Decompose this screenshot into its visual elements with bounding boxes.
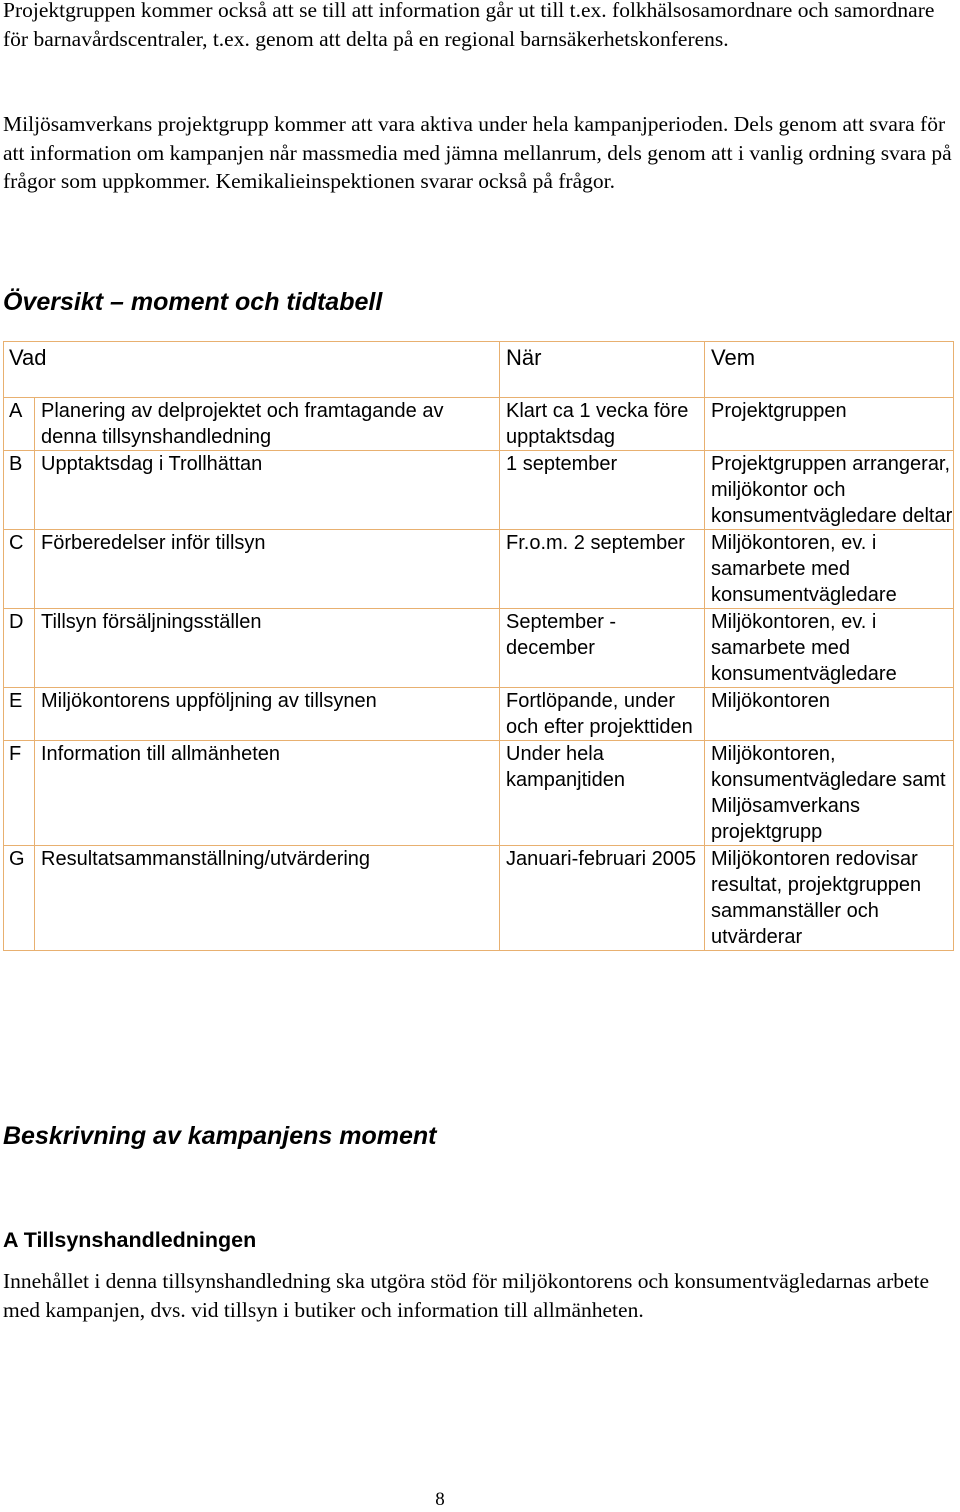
header-nar: När xyxy=(500,342,705,398)
page-number: 8 xyxy=(435,1489,445,1510)
row-vad: Förberedelser inför tillsyn xyxy=(35,530,500,609)
table-row xyxy=(4,530,954,609)
row-vad: Upptaktsdag i Trollhättan xyxy=(35,451,500,530)
header-vad: Vad xyxy=(4,342,500,398)
row-vad: Information till allmänheten xyxy=(35,741,500,846)
row-letter: F xyxy=(4,741,35,846)
row-letter: B xyxy=(4,451,35,530)
row-nar: 1 september xyxy=(500,451,705,530)
table-header-row xyxy=(4,342,954,398)
table-row xyxy=(4,846,954,951)
section-a-heading: A Tillsynshandledningen xyxy=(3,1228,257,1252)
header-vem: Vem xyxy=(705,342,954,398)
overview-heading: Översikt – moment och tidtabell xyxy=(3,288,383,316)
row-vem: Projektgruppen xyxy=(705,398,954,451)
table-row xyxy=(4,688,954,741)
intro-paragraph-1: Projektgruppen kommer också att se till att information går ut till t.ex. folkhälsosamordnare och samordnare för barnavårdscentraler, t.ex. genom att delta på en regional barnsäkerhetskonferens. xyxy=(3,0,935,51)
table-row xyxy=(4,741,954,846)
row-vem: Miljökontoren redovisar resultat, projektgruppen sammanställer och utvärderar xyxy=(705,846,954,951)
row-nar: Under hela kampanjtiden xyxy=(500,741,705,846)
table-row xyxy=(4,398,954,451)
intro-paragraph-2: Miljösamverkans projektgrupp kommer att vara aktiva under hela kampanjperioden. Dels genom att svara för att information om kampanjen når massmedia med jämna mellanrum, dels genom att i vanlig ordning svara på frågor som uppkommer. Kemikalieinspektionen svarar också på frågor. xyxy=(3,112,952,193)
row-nar: Fortlöpande, under och efter projekttiden xyxy=(500,688,705,741)
row-nar: Klart ca 1 vecka före upptaktsdag xyxy=(500,398,705,451)
row-nar: Januari-februari 2005 xyxy=(500,846,705,951)
row-vem: Projektgruppen arrangerar, miljökontor och konsumentvägledare deltar xyxy=(705,451,954,530)
row-vem: Miljökontoren, ev. i samarbete med konsumentvägledare xyxy=(705,609,954,688)
row-letter: E xyxy=(4,688,35,741)
row-letter: A xyxy=(4,398,35,451)
table-row xyxy=(4,609,954,688)
row-letter: C xyxy=(4,530,35,609)
row-vad: Planering av delprojektet och framtagande av denna tillsynshandledning xyxy=(35,398,500,451)
row-nar: September - december xyxy=(500,609,705,688)
row-vem: Miljökontoren, konsumentvägledare samt Miljösamverkans projektgrupp xyxy=(705,741,954,846)
row-vad: Tillsyn försäljningsställen xyxy=(35,609,500,688)
row-nar: Fr.o.m. 2 september xyxy=(500,530,705,609)
table-row xyxy=(4,451,954,530)
row-vad: Resultatsammanställning/utvärdering xyxy=(35,846,500,951)
row-letter: D xyxy=(4,609,35,688)
row-vem: Miljökontoren, ev. i samarbete med konsumentvägledare xyxy=(705,530,954,609)
row-vad: Miljökontorens uppföljning av tillsynen xyxy=(35,688,500,741)
description-heading: Beskrivning av kampanjens moment xyxy=(3,1122,437,1150)
section-a-paragraph: Innehållet i denna tillsynshandledning ska utgöra stöd för miljökontorens och konsumentvägledarnas arbete med kampanjen, dvs. vid tillsyn i butiker och information till allmänheten. xyxy=(3,1269,930,1322)
row-letter: G xyxy=(4,846,35,951)
row-vem: Miljökontoren xyxy=(705,688,954,741)
overview-table xyxy=(3,341,954,951)
